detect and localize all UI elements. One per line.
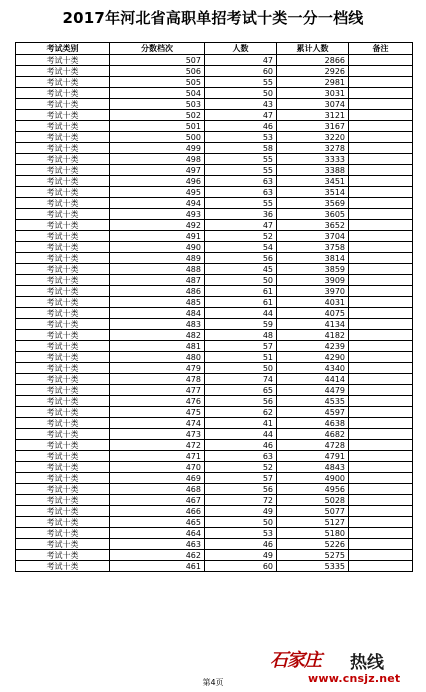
table-row [16, 341, 413, 352]
table-row [16, 352, 413, 363]
cell-count: 56 [205, 484, 277, 495]
cell-note [349, 418, 413, 429]
cell-count: 36 [205, 209, 277, 220]
table-body [16, 55, 413, 572]
cell-cumulative: 3167 [277, 121, 349, 132]
cell-cumulative: 4134 [277, 319, 349, 330]
cell-score: 482 [110, 330, 205, 341]
cell-category: 考试十类 [16, 231, 110, 242]
cell-count: 47 [205, 55, 277, 66]
cell-count: 56 [205, 396, 277, 407]
cell-category: 考试十类 [16, 165, 110, 176]
cell-cumulative: 4031 [277, 297, 349, 308]
cell-category: 考试十类 [16, 297, 110, 308]
cell-note [349, 308, 413, 319]
cell-count: 58 [205, 143, 277, 154]
header-note: 备注 [349, 43, 413, 55]
cell-score: 470 [110, 462, 205, 473]
table-row [16, 561, 413, 572]
cell-category: 考试十类 [16, 275, 110, 286]
cell-category: 考试十类 [16, 539, 110, 550]
cell-cumulative: 3514 [277, 187, 349, 198]
cell-count: 63 [205, 187, 277, 198]
table-row [16, 440, 413, 451]
cell-cumulative: 3909 [277, 275, 349, 286]
table-row [16, 176, 413, 187]
table-row [16, 429, 413, 440]
cell-category: 考试十类 [16, 363, 110, 374]
cell-count: 41 [205, 418, 277, 429]
cell-cumulative: 4956 [277, 484, 349, 495]
cell-cumulative: 5180 [277, 528, 349, 539]
cell-note [349, 429, 413, 440]
cell-category: 考试十类 [16, 528, 110, 539]
cell-cumulative: 4597 [277, 407, 349, 418]
cell-note [349, 55, 413, 66]
cell-cumulative: 3970 [277, 286, 349, 297]
table-row [16, 220, 413, 231]
cell-category: 考试十类 [16, 264, 110, 275]
cell-category: 考试十类 [16, 253, 110, 264]
cell-cumulative: 3451 [277, 176, 349, 187]
cell-score: 463 [110, 539, 205, 550]
cell-cumulative: 4414 [277, 374, 349, 385]
table-row [16, 407, 413, 418]
cell-cumulative: 5127 [277, 517, 349, 528]
cell-note [349, 506, 413, 517]
cell-category: 考试十类 [16, 352, 110, 363]
cell-note [349, 176, 413, 187]
cell-note [349, 209, 413, 220]
cell-note [349, 407, 413, 418]
cell-category: 考试十类 [16, 176, 110, 187]
cell-note [349, 220, 413, 231]
cell-count: 45 [205, 264, 277, 275]
cell-count: 55 [205, 154, 277, 165]
cell-score: 495 [110, 187, 205, 198]
cell-note [349, 341, 413, 352]
cell-score: 484 [110, 308, 205, 319]
cell-category: 考试十类 [16, 506, 110, 517]
cell-cumulative: 4728 [277, 440, 349, 451]
cell-score: 479 [110, 363, 205, 374]
cell-score: 491 [110, 231, 205, 242]
cell-score: 500 [110, 132, 205, 143]
table-row [16, 121, 413, 132]
table-row [16, 55, 413, 66]
table-row [16, 286, 413, 297]
page-title: 2017年河北省高职单招考试十类一分一档线 [62, 9, 364, 27]
cell-category: 考试十类 [16, 385, 110, 396]
cell-count: 52 [205, 462, 277, 473]
table-row [16, 462, 413, 473]
cell-note [349, 99, 413, 110]
cell-cumulative: 3605 [277, 209, 349, 220]
cell-count: 47 [205, 110, 277, 121]
cell-score: 465 [110, 517, 205, 528]
cell-note [349, 517, 413, 528]
cell-count: 61 [205, 297, 277, 308]
cell-count: 60 [205, 66, 277, 77]
cell-count: 54 [205, 242, 277, 253]
cell-count: 74 [205, 374, 277, 385]
cell-note [349, 539, 413, 550]
table-row [16, 418, 413, 429]
table-header-row [16, 43, 413, 55]
site-watermark [270, 646, 420, 690]
cell-count: 62 [205, 407, 277, 418]
table-row [16, 209, 413, 220]
cell-cumulative: 4535 [277, 396, 349, 407]
table-row [16, 539, 413, 550]
watermark-name: 石家庄 [270, 650, 321, 671]
cell-category: 考试十类 [16, 319, 110, 330]
cell-cumulative: 4638 [277, 418, 349, 429]
table-row [16, 385, 413, 396]
cell-category: 考试十类 [16, 77, 110, 88]
table-row [16, 374, 413, 385]
cell-score: 490 [110, 242, 205, 253]
cell-category: 考试十类 [16, 495, 110, 506]
cell-note [349, 165, 413, 176]
cell-cumulative: 5335 [277, 561, 349, 572]
cell-cumulative: 4290 [277, 352, 349, 363]
table-row [16, 132, 413, 143]
cell-count: 46 [205, 440, 277, 451]
cell-count: 52 [205, 231, 277, 242]
cell-cumulative: 4340 [277, 363, 349, 374]
cell-count: 51 [205, 352, 277, 363]
cell-note [349, 495, 413, 506]
cell-cumulative: 2981 [277, 77, 349, 88]
cell-category: 考试十类 [16, 451, 110, 462]
cell-cumulative: 4682 [277, 429, 349, 440]
cell-score: 492 [110, 220, 205, 231]
cell-note [349, 330, 413, 341]
cell-count: 47 [205, 220, 277, 231]
cell-category: 考试十类 [16, 407, 110, 418]
cell-score: 507 [110, 55, 205, 66]
table-row [16, 297, 413, 308]
cell-score: 504 [110, 88, 205, 99]
cell-score: 502 [110, 110, 205, 121]
cell-score: 485 [110, 297, 205, 308]
cell-count: 50 [205, 275, 277, 286]
table-row [16, 319, 413, 330]
cell-note [349, 561, 413, 572]
table-row [16, 154, 413, 165]
cell-category: 考试十类 [16, 396, 110, 407]
table-row [16, 517, 413, 528]
cell-count: 46 [205, 121, 277, 132]
cell-note [349, 462, 413, 473]
cell-category: 考试十类 [16, 99, 110, 110]
cell-cumulative: 4900 [277, 473, 349, 484]
cell-note [349, 451, 413, 462]
cell-category: 考试十类 [16, 517, 110, 528]
cell-score: 481 [110, 341, 205, 352]
cell-category: 考试十类 [16, 561, 110, 572]
cell-category: 考试十类 [16, 429, 110, 440]
cell-count: 55 [205, 198, 277, 209]
cell-category: 考试十类 [16, 209, 110, 220]
table-row [16, 77, 413, 88]
cell-note [349, 264, 413, 275]
cell-note [349, 231, 413, 242]
cell-category: 考试十类 [16, 484, 110, 495]
cell-note [349, 154, 413, 165]
cell-score: 497 [110, 165, 205, 176]
cell-note [349, 440, 413, 451]
cell-category: 考试十类 [16, 440, 110, 451]
cell-score: 473 [110, 429, 205, 440]
cell-count: 53 [205, 528, 277, 539]
cell-score: 469 [110, 473, 205, 484]
cell-note [349, 242, 413, 253]
cell-score: 483 [110, 319, 205, 330]
table-row [16, 264, 413, 275]
cell-score: 480 [110, 352, 205, 363]
cell-note [349, 385, 413, 396]
cell-score: 462 [110, 550, 205, 561]
table-row [16, 231, 413, 242]
cell-category: 考试十类 [16, 220, 110, 231]
cell-cumulative: 2926 [277, 66, 349, 77]
watermark-hotline: 热线 [350, 653, 384, 673]
cell-count: 59 [205, 319, 277, 330]
cell-count: 63 [205, 451, 277, 462]
cell-note [349, 319, 413, 330]
page-number: 第4页 [202, 678, 224, 687]
cell-category: 考试十类 [16, 341, 110, 352]
cell-category: 考试十类 [16, 308, 110, 319]
cell-count: 55 [205, 165, 277, 176]
table-row [16, 242, 413, 253]
table-row [16, 198, 413, 209]
cell-note [349, 528, 413, 539]
cell-cumulative: 3814 [277, 253, 349, 264]
cell-note [349, 187, 413, 198]
cell-score: 494 [110, 198, 205, 209]
cell-note [349, 396, 413, 407]
cell-count: 46 [205, 539, 277, 550]
cell-note [349, 297, 413, 308]
cell-score: 477 [110, 385, 205, 396]
cell-count: 44 [205, 429, 277, 440]
cell-category: 考试十类 [16, 55, 110, 66]
cell-count: 49 [205, 550, 277, 561]
cell-count: 72 [205, 495, 277, 506]
cell-cumulative: 5226 [277, 539, 349, 550]
cell-count: 43 [205, 99, 277, 110]
cell-cumulative: 4075 [277, 308, 349, 319]
cell-count: 55 [205, 77, 277, 88]
cell-score: 501 [110, 121, 205, 132]
table-row [16, 506, 413, 517]
cell-cumulative: 5275 [277, 550, 349, 561]
cell-score: 475 [110, 407, 205, 418]
cell-note [349, 110, 413, 121]
table-row [16, 99, 413, 110]
cell-category: 考试十类 [16, 66, 110, 77]
cell-category: 考试十类 [16, 374, 110, 385]
cell-score: 476 [110, 396, 205, 407]
cell-note [349, 77, 413, 88]
cell-score: 472 [110, 440, 205, 451]
cell-note [349, 286, 413, 297]
cell-count: 44 [205, 308, 277, 319]
cell-note [349, 88, 413, 99]
cell-count: 57 [205, 341, 277, 352]
cell-category: 考试十类 [16, 418, 110, 429]
cell-score: 464 [110, 528, 205, 539]
cell-score: 467 [110, 495, 205, 506]
cell-count: 63 [205, 176, 277, 187]
cell-cumulative: 3704 [277, 231, 349, 242]
header-category: 考试类别 [16, 43, 110, 55]
cell-count: 65 [205, 385, 277, 396]
cell-note [349, 363, 413, 374]
cell-cumulative: 3333 [277, 154, 349, 165]
table-row [16, 451, 413, 462]
cell-category: 考试十类 [16, 132, 110, 143]
table-row [16, 528, 413, 539]
cell-score: 488 [110, 264, 205, 275]
cell-score: 478 [110, 374, 205, 385]
cell-count: 48 [205, 330, 277, 341]
cell-category: 考试十类 [16, 187, 110, 198]
table-row [16, 308, 413, 319]
table-row [16, 253, 413, 264]
cell-category: 考试十类 [16, 286, 110, 297]
cell-category: 考试十类 [16, 88, 110, 99]
cell-cumulative: 4791 [277, 451, 349, 462]
cell-count: 60 [205, 561, 277, 572]
cell-note [349, 484, 413, 495]
cell-category: 考试十类 [16, 330, 110, 341]
cell-cumulative: 3758 [277, 242, 349, 253]
cell-note [349, 473, 413, 484]
cell-note [349, 374, 413, 385]
cell-cumulative: 4479 [277, 385, 349, 396]
table-row [16, 495, 413, 506]
cell-category: 考试十类 [16, 462, 110, 473]
header-count: 人数 [205, 43, 277, 55]
score-table [15, 42, 413, 572]
table-row [16, 396, 413, 407]
cell-count: 49 [205, 506, 277, 517]
table-row [16, 88, 413, 99]
cell-score: 506 [110, 66, 205, 77]
cell-score: 499 [110, 143, 205, 154]
cell-cumulative: 3569 [277, 198, 349, 209]
cell-cumulative: 3278 [277, 143, 349, 154]
cell-score: 493 [110, 209, 205, 220]
cell-note [349, 352, 413, 363]
cell-cumulative: 5028 [277, 495, 349, 506]
table-row [16, 66, 413, 77]
header-score: 分数档次 [110, 43, 205, 55]
cell-cumulative: 3652 [277, 220, 349, 231]
cell-cumulative: 3388 [277, 165, 349, 176]
cell-score: 468 [110, 484, 205, 495]
cell-category: 考试十类 [16, 198, 110, 209]
cell-score: 498 [110, 154, 205, 165]
cell-cumulative: 4843 [277, 462, 349, 473]
cell-note [349, 132, 413, 143]
cell-score: 466 [110, 506, 205, 517]
cell-cumulative: 2866 [277, 55, 349, 66]
cell-cumulative: 4239 [277, 341, 349, 352]
table-row [16, 165, 413, 176]
cell-note [349, 143, 413, 154]
cell-note [349, 198, 413, 209]
cell-count: 61 [205, 286, 277, 297]
cell-category: 考试十类 [16, 121, 110, 132]
cell-score: 505 [110, 77, 205, 88]
cell-cumulative: 3121 [277, 110, 349, 121]
cell-count: 50 [205, 363, 277, 374]
cell-category: 考试十类 [16, 550, 110, 561]
cell-category: 考试十类 [16, 110, 110, 121]
cell-score: 487 [110, 275, 205, 286]
watermark-url: www.cnsjz.net [308, 672, 401, 685]
cell-count: 50 [205, 88, 277, 99]
cell-note [349, 66, 413, 77]
cell-cumulative: 4182 [277, 330, 349, 341]
cell-category: 考试十类 [16, 154, 110, 165]
cell-score: 503 [110, 99, 205, 110]
table-row [16, 473, 413, 484]
table-row [16, 187, 413, 198]
cell-cumulative: 3220 [277, 132, 349, 143]
cell-score: 486 [110, 286, 205, 297]
table-row [16, 363, 413, 374]
header-cumulative: 累计人数 [277, 43, 349, 55]
cell-count: 56 [205, 253, 277, 264]
cell-cumulative: 5077 [277, 506, 349, 517]
cell-score: 496 [110, 176, 205, 187]
cell-score: 471 [110, 451, 205, 462]
table-row [16, 550, 413, 561]
cell-note [349, 253, 413, 264]
table-row [16, 275, 413, 286]
cell-score: 461 [110, 561, 205, 572]
cell-count: 57 [205, 473, 277, 484]
cell-score: 474 [110, 418, 205, 429]
cell-count: 53 [205, 132, 277, 143]
table-row [16, 330, 413, 341]
cell-note [349, 121, 413, 132]
table-row [16, 484, 413, 495]
cell-score: 489 [110, 253, 205, 264]
cell-note [349, 275, 413, 286]
cell-cumulative: 3031 [277, 88, 349, 99]
table-row [16, 143, 413, 154]
cell-category: 考试十类 [16, 143, 110, 154]
cell-cumulative: 3859 [277, 264, 349, 275]
cell-category: 考试十类 [16, 473, 110, 484]
cell-category: 考试十类 [16, 242, 110, 253]
table-row [16, 110, 413, 121]
cell-count: 50 [205, 517, 277, 528]
cell-note [349, 550, 413, 561]
cell-cumulative: 3074 [277, 99, 349, 110]
